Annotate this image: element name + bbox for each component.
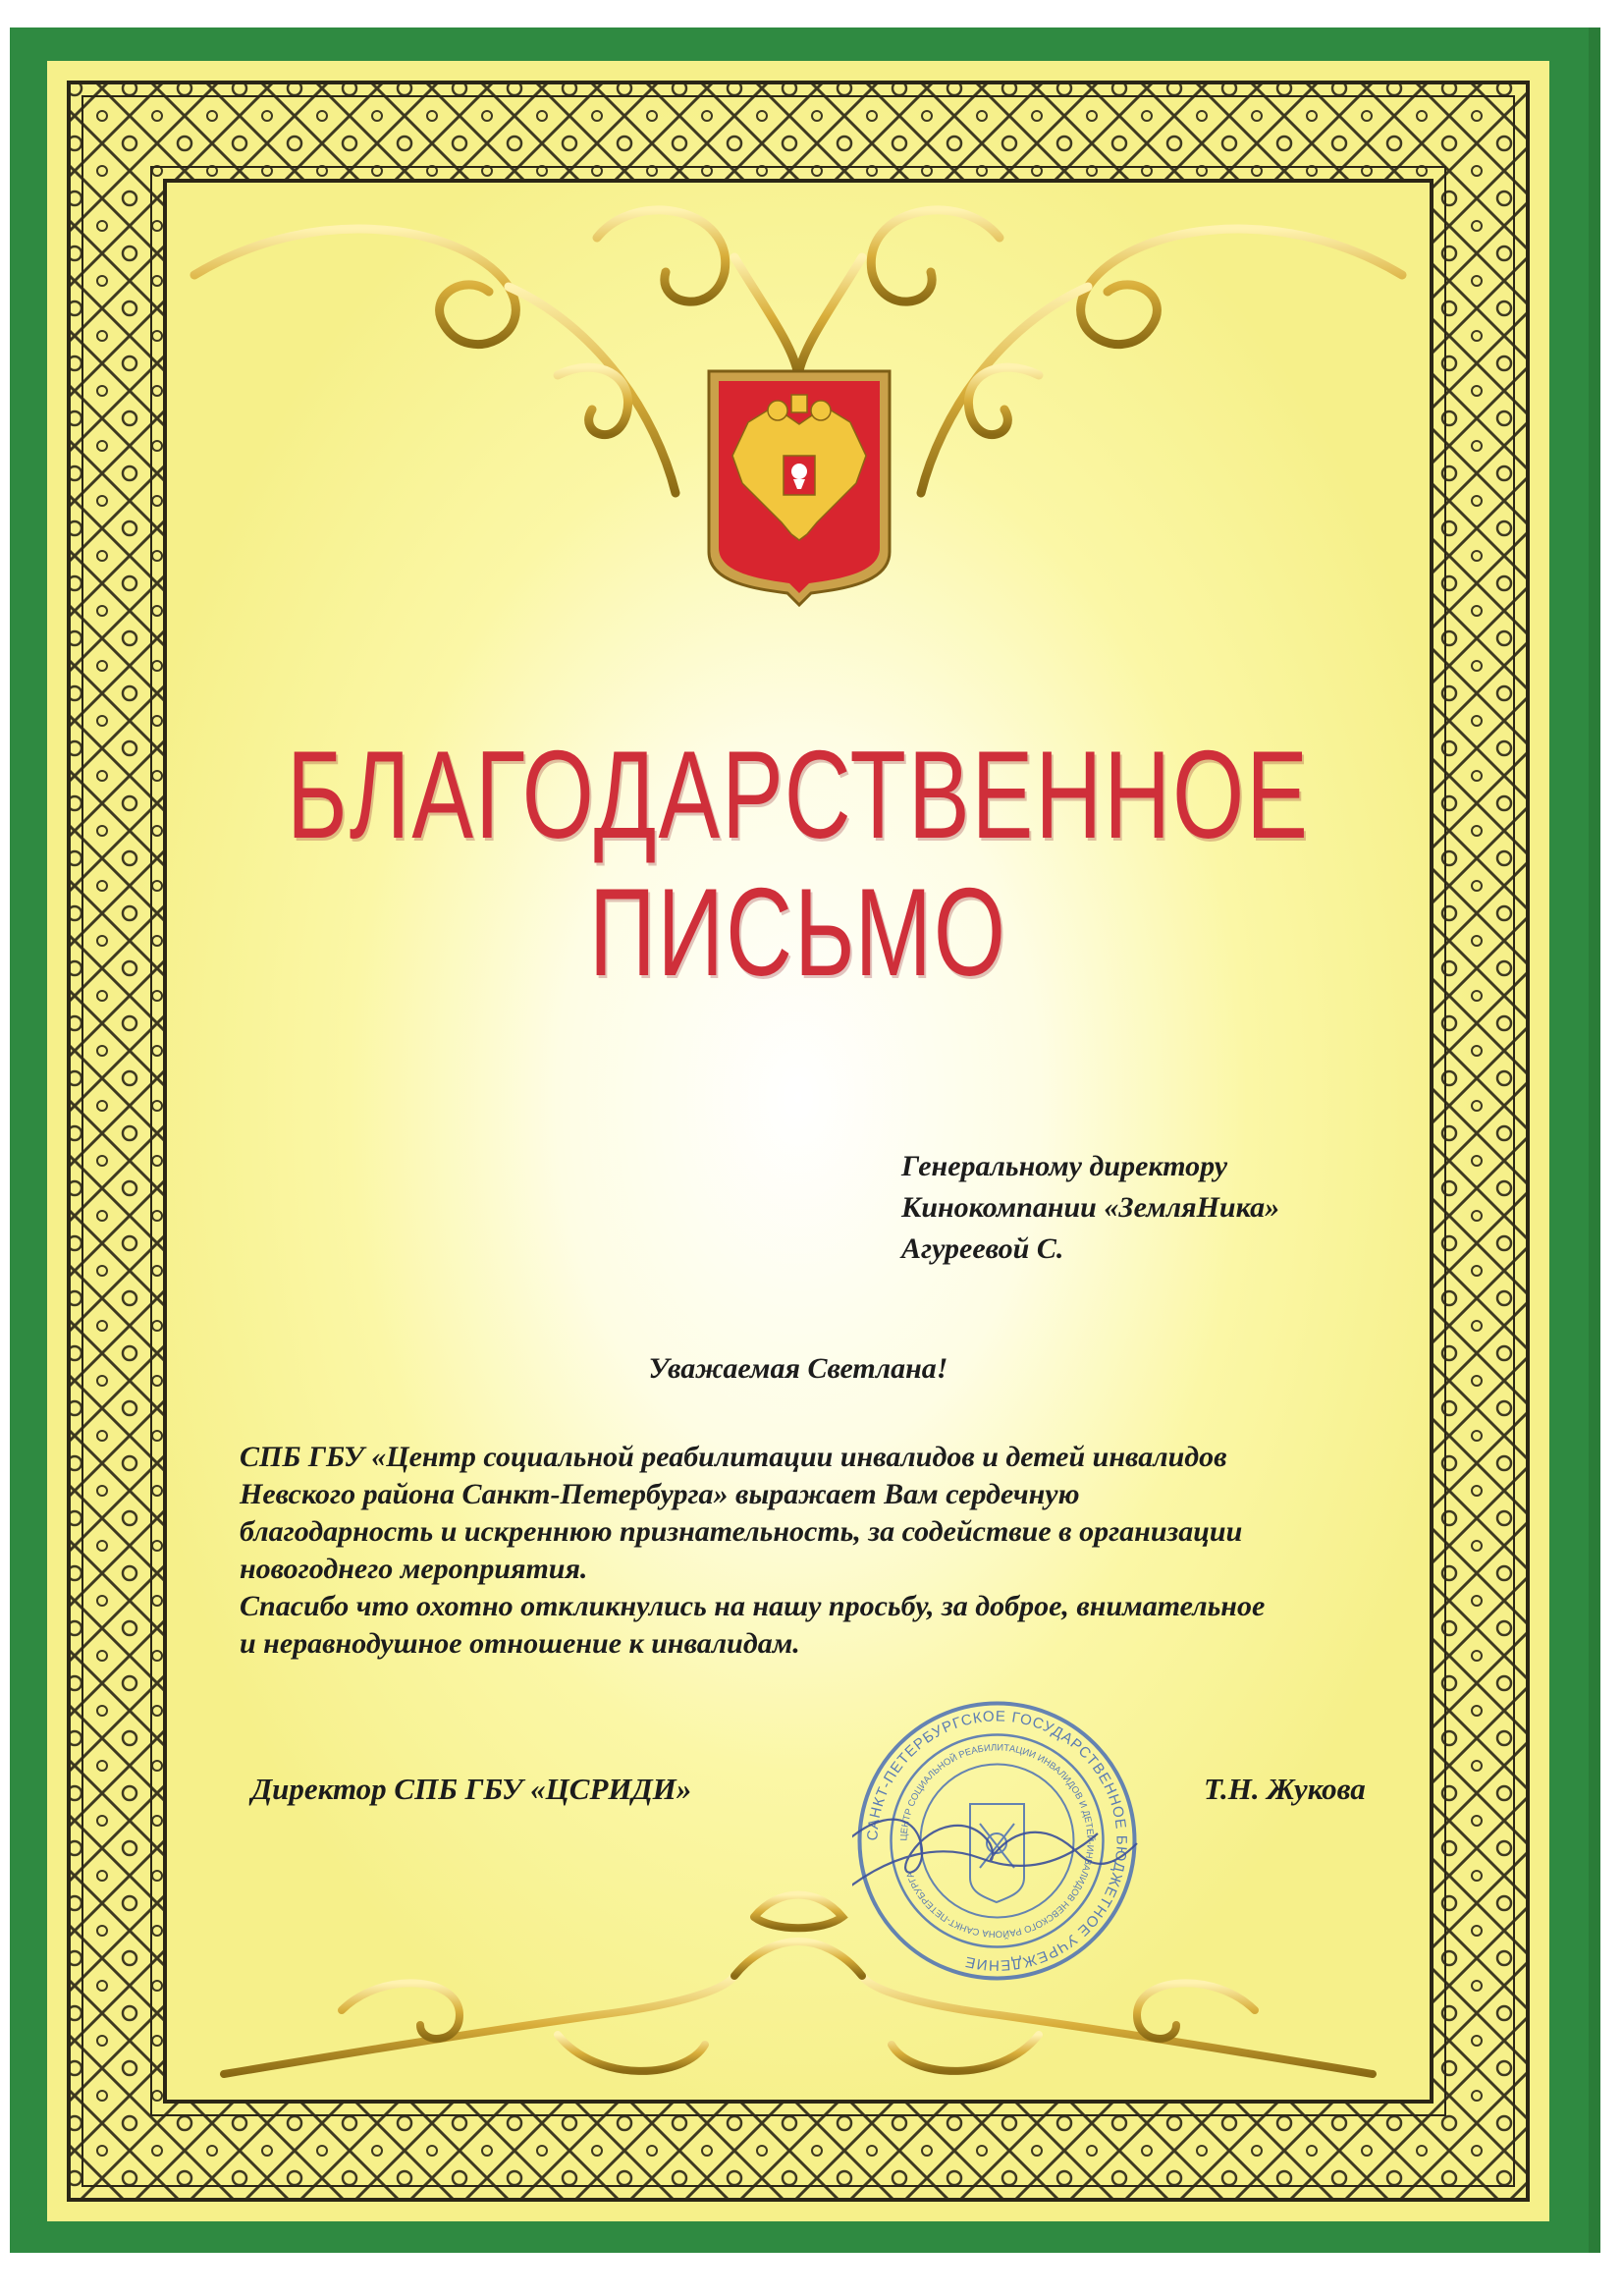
svg-text:ЦЕНТР СОЦИАЛЬНОЙ РЕАБИЛИТАЦИИ: ЦЕНТР СОЦИАЛЬНОЙ РЕАБИЛИТАЦИИ ИНВАЛИДОВ И ДЕТЕЙ-ИНВАЛИДОВ НЕВСКОГО РАЙОНА САНКТ-ПЕТЕРБУРГА <box>898 1742 1096 1940</box>
body-line: и неравнодушное отношение к инвалидам. <box>240 1627 800 1660</box>
body-line: новогоднего мероприятия. <box>240 1553 588 1585</box>
body-line: Спасибо что охотно откликнулись на нашу просьбу, за доброе, внимательное <box>240 1590 1266 1622</box>
body-line: благодарность и искреннюю признательность, за содействие в организации <box>240 1515 1243 1548</box>
signature-position: Директор СПБ ГБУ «ЦСРИДИ» <box>251 1772 692 1806</box>
addressee-line-1: Генеральному директору <box>901 1150 1228 1182</box>
signature-name: Т.Н. Жукова <box>1204 1772 1366 1806</box>
certificate-paper <box>47 61 1549 2221</box>
official-stamp <box>852 1696 1142 1986</box>
addressee-line-2: Кинокомпании «ЗемляНика» <box>901 1191 1280 1224</box>
document-title-line-1: БЛАГОДАРСТВЕННОЕ <box>287 725 1310 865</box>
greeting: Уважаемая Светлана! <box>648 1352 948 1385</box>
document-title-line-2: ПИСЬМО <box>588 862 1008 1003</box>
body-line: СПБ ГБУ «Центр социальной реабилитации инвалидов и детей инвалидов <box>240 1441 1227 1473</box>
addressee-line-3: Агуреевой С. <box>901 1232 1064 1265</box>
svg-text:САНКТ-ПЕТЕРБУРГСКОЕ ГОСУДАРСТВ: САНКТ-ПЕТЕРБУРГСКОЕ ГОСУДАРСТВЕННОЕ БЮДЖЕТНОЕ УЧРЕЖДЕНИЕ <box>864 1708 1130 1974</box>
russian-coat-of-arms-emblem <box>703 365 895 609</box>
body-line: Невского района Санкт-Петербурга» выражает Вам сердечную <box>240 1478 1080 1510</box>
